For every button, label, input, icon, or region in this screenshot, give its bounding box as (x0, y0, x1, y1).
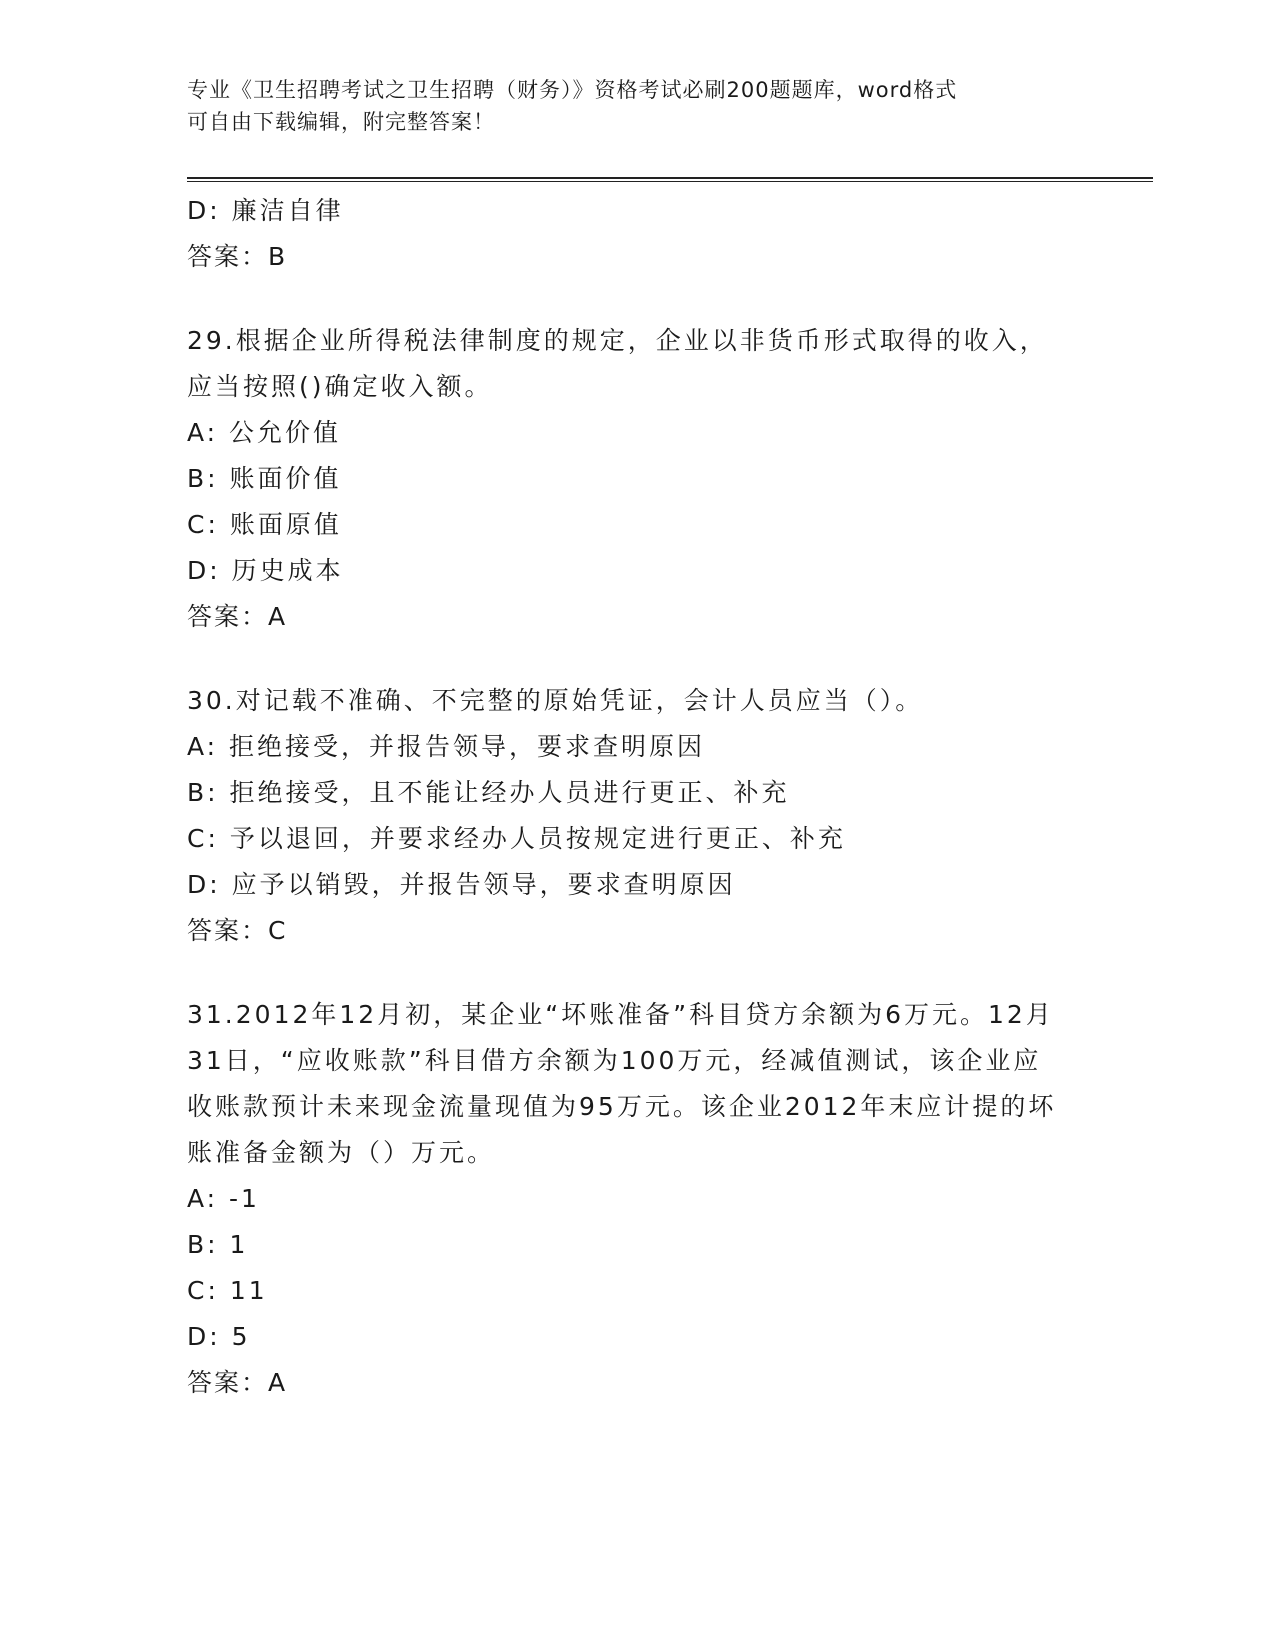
answer: 答案：A (187, 1368, 288, 1397)
header-line-1: 专业《卫生招聘考试之卫生招聘（财务）》资格考试必刷200题题库，word格式 (187, 78, 958, 102)
option-c: C: 账面原值 (187, 510, 342, 539)
option-b: B: 账面价值 (187, 464, 342, 493)
option-a: A: 公允价值 (187, 418, 342, 447)
question-29 (187, 318, 1087, 640)
option-d: D: 历史成本 (187, 556, 344, 585)
option-a: A: 拒绝接受，并报告领导，要求查明原因 (187, 732, 706, 761)
question-text: 31.2012年12月初，某企业“坏账准备”科目贷方余额为6万元。12月31日，“应收账款”科目借方余额为100万元，经减值测试，该企业应收账款预计未来现金流量现值为95万元。该企业2012年末应计提的坏账准备金额为（）万元。 (187, 1000, 1057, 1167)
document-body (187, 188, 1087, 1406)
question-30 (187, 678, 1087, 954)
option-b: B: 拒绝接受，且不能让经办人员进行更正、补充 (187, 778, 790, 807)
option-d: D: 应予以销毁，并报告领导，要求查明原因 (187, 870, 736, 899)
prev-option-d: D: 廉洁自律 (187, 196, 344, 225)
option-d: D: 5 (187, 1322, 251, 1351)
option-a: A: -1 (187, 1184, 260, 1213)
option-c: C: 11 (187, 1276, 268, 1305)
prev-answer: 答案：B (187, 242, 288, 271)
answer: 答案：C (187, 916, 288, 945)
option-c: C: 予以退回，并要求经办人员按规定进行更正、补充 (187, 824, 846, 853)
header-divider (187, 177, 1153, 183)
header-line-2: 可自由下载编辑，附完整答案！ (187, 110, 495, 134)
question-text: 30.对记载不准确、不完整的原始凭证，会计人员应当（）。 (187, 686, 924, 715)
answer: 答案：A (187, 602, 288, 631)
page-header (187, 74, 1087, 138)
question-text: 29.根据企业所得税法律制度的规定，企业以非货币形式取得的收入，应当按照()确定收入额。 (187, 326, 1048, 401)
question-31 (187, 992, 1087, 1406)
option-b: B: 1 (187, 1230, 249, 1259)
